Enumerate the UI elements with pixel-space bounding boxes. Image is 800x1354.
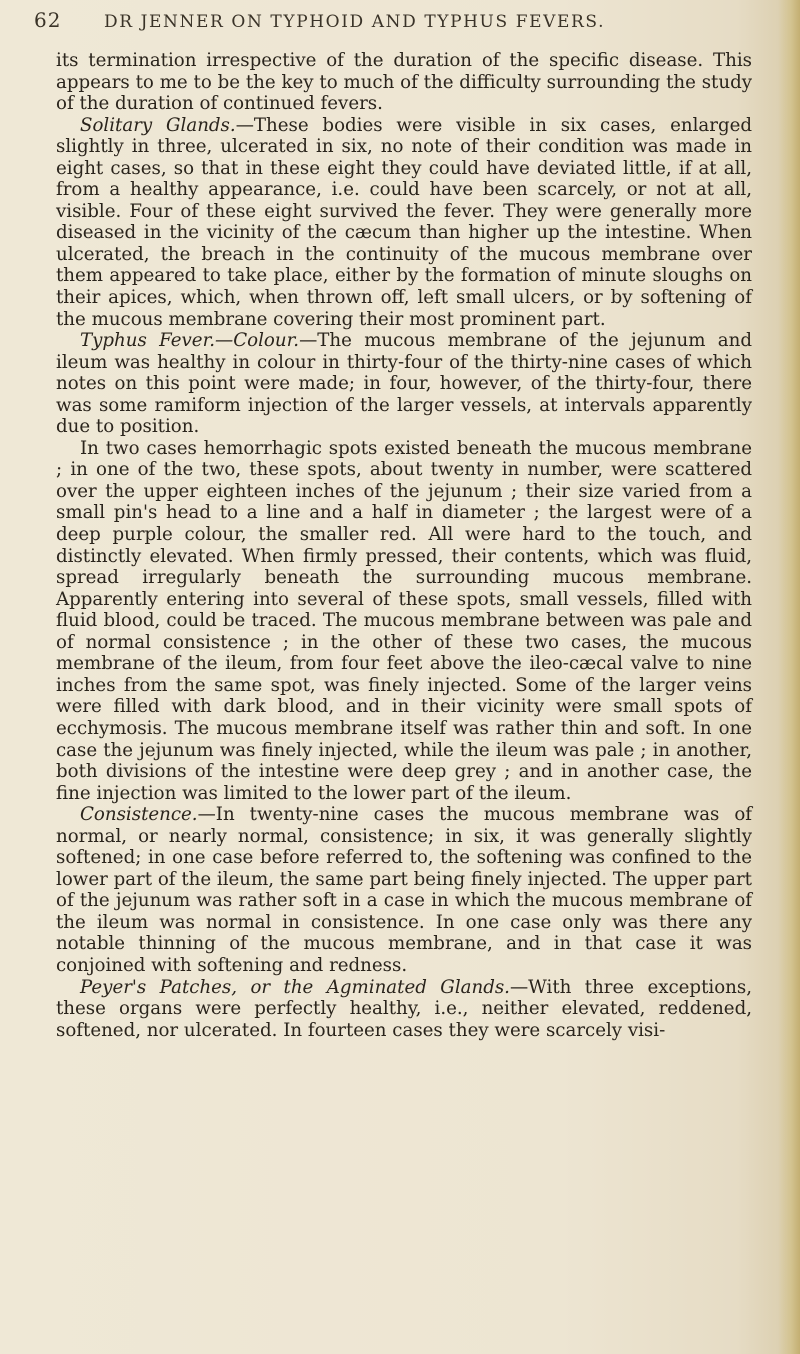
page-edge-shadow [778, 0, 800, 1354]
paragraph-text: —The mucous membrane of the jejunum and ileum was healthy in colour in thirty-four of the thirty-nine cases of which notes on this point were made; in four, however, of the thirty-four, there was some ramiform injection of the larger vessels, at intervals apparently due to position. [56, 330, 752, 438]
section-heading-consistence: Consistence. [80, 804, 198, 826]
paragraph-text: —These bodies were visible in six cases, enlarged slightly in three, ulcerated in six, no note of their condition was made in eight cases, so that in these eight they could have deviated little, if at all, from a healthy appearance, i.e. could have been scarcely, or not at all, visible. Four of these eight survived the fever. They were generally more diseased in the vicinity of the cæcum than higher up the intestine. When ulcerated, the breach in the continuity of the mucous membrane over them appeared to take place, either by the formation of minute sloughs on their apices, which, when thrown off, left small ulcers, or by softening of the mucous membrane covering their most prominent part. [56, 114, 753, 330]
paragraph-continuation [56, 50, 752, 115]
section-heading-peyers-patches: Peyer's Patches, or the Agminated Glands. [80, 976, 510, 998]
paragraph-typhus-colour [56, 330, 752, 438]
running-head: DR JENNER ON TYPHOID AND TYPHUS FEVERS. [104, 12, 606, 32]
paragraph-text: —In twenty-nine cases the mucous membrane was of normal, or nearly normal, consistence; in six, it was generally slightly softened; in one case before referred to, the softening was confined to the lower part of the ileum, the same part being finely injected. The upper part of the jejunum was rather soft in a case in which the mucous membrane of the ileum was normal in consistence. In one case only was there any notable thinning of the mucous membrane, and in that case it was conjoined with softening and redness. [56, 804, 752, 976]
section-heading-typhus-colour: Typhus Fever.—Colour. [80, 330, 300, 352]
page-number: 62 [34, 8, 62, 32]
paragraph-consistence [56, 804, 752, 976]
section-heading-solitary-glands: Solitary Glands. [80, 114, 236, 136]
paragraph-text: —With three exceptions, these organs were perfectly healthy, i.e., neither elevated, reddened, softened, nor ulcerated. In fourteen cases they were scarcely visi- [56, 976, 752, 1041]
paragraph-text: its termination irrespective of the duration of the specific disease. This appears to me to be the key to much of the difficulty surrounding the study of the duration of continued fevers. [56, 50, 752, 115]
paragraph-solitary-glands [56, 115, 752, 330]
paragraph-hemorrhagic-spots [56, 438, 752, 804]
paragraph-peyers-patches [56, 977, 752, 1042]
page-header [34, 8, 754, 38]
body-text [56, 50, 752, 1041]
paragraph-text: In two cases hemorrhagic spots existed beneath the mucous membrane ; in one of the two, these spots, about twenty in number, were scattered over the upper eighteen inches of the jejunum ; their size varied from a small pin's head to a line and a half in diameter ; the largest were of a deep purple colour, the smaller red. All were hard to the touch, and distinctly elevated. When firmly pressed, their contents, which was fluid, spread irregularly beneath the surrounding mucous membrane. Apparently entering into several of these spots, small vessels, filled with fluid blood, could be traced. The mucous membrane between was pale and of normal consistence ; in the other of these two cases, the mucous membrane of the ileum, from four feet above the ileo-cæcal valve to nine inches from the same spot, was finely injected. Some of the larger veins were filled with dark blood, and in their vicinity were small spots of ecchymosis. The mucous membrane itself was rather thin and soft. In one case the jejunum was finely injected, while the ileum was pale ; in another, both divisions of the intestine were deep grey ; and in another case, the fine injection was limited to the lower part of the ileum. [56, 437, 752, 804]
